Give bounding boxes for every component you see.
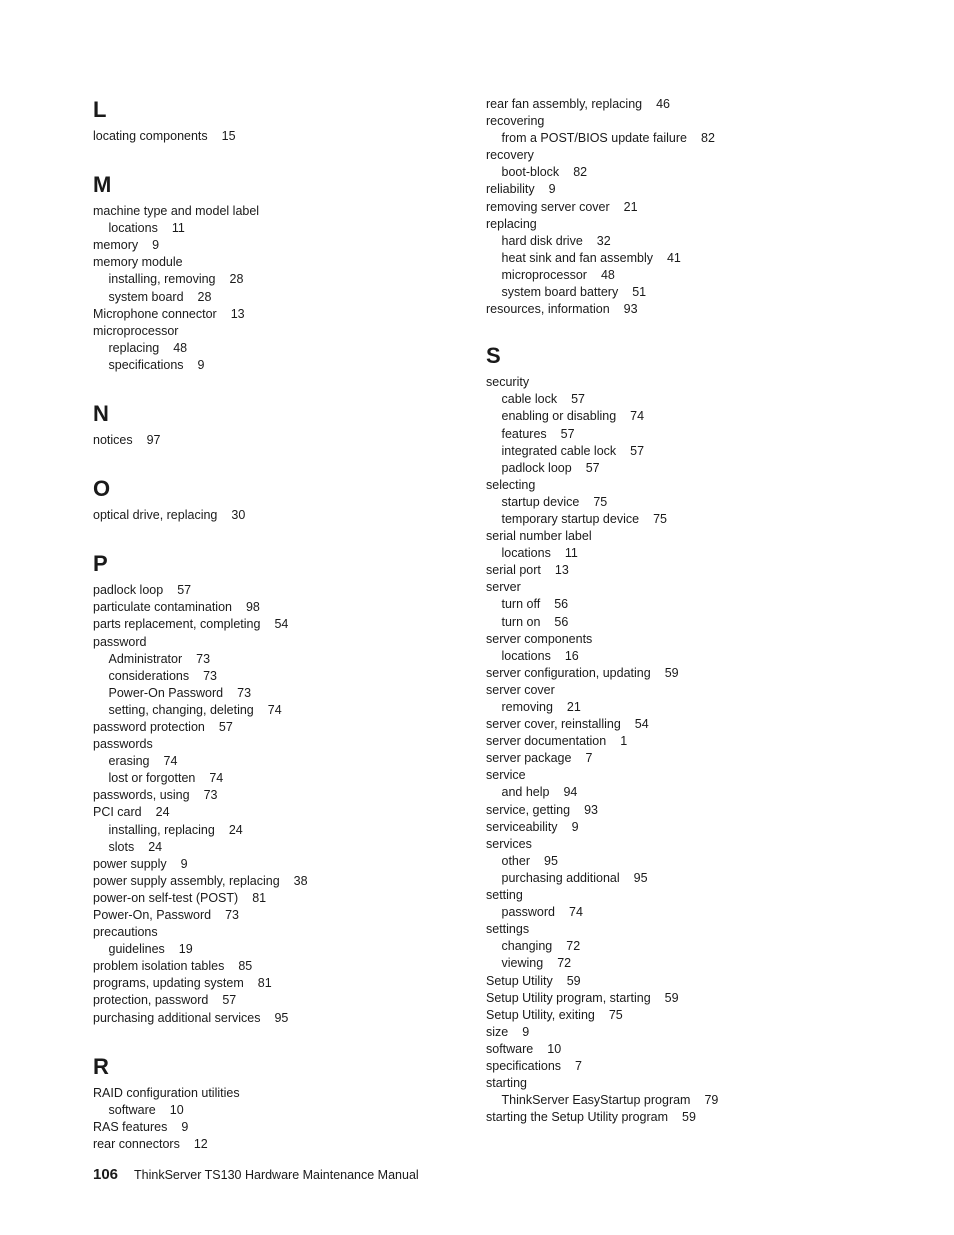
index-entry bbox=[486, 181, 886, 198]
index-page-ref: 57 bbox=[560, 426, 575, 441]
index-subentry bbox=[486, 267, 886, 284]
index-page-ref: 54 bbox=[274, 617, 289, 632]
index-subentry bbox=[486, 284, 886, 301]
index-subentry bbox=[93, 770, 493, 787]
index-entry bbox=[93, 237, 493, 254]
index-term: startup device bbox=[501, 494, 580, 509]
index-term: locating components bbox=[93, 129, 208, 143]
index-term: locations bbox=[501, 546, 551, 561]
index-page-ref: 57 bbox=[585, 460, 600, 475]
index-page-ref: 59 bbox=[664, 665, 679, 680]
index-term: from a POST/BIOS update failure bbox=[501, 131, 687, 146]
index-entry bbox=[93, 203, 493, 220]
index-page-ref: 7 bbox=[585, 751, 593, 766]
index-term: server cover, reinstalling bbox=[486, 717, 621, 732]
index-entry bbox=[93, 975, 493, 992]
index-section bbox=[93, 550, 493, 1026]
index-entry bbox=[486, 562, 886, 579]
index-subentry bbox=[486, 648, 886, 665]
index-entry bbox=[486, 990, 886, 1007]
index-page-ref: 9 bbox=[181, 1119, 189, 1134]
index-term: passwords, using bbox=[93, 788, 190, 803]
index-term: replacing bbox=[108, 340, 160, 355]
index-term: server configuration, updating bbox=[486, 665, 651, 680]
index-subentry bbox=[486, 596, 886, 613]
index-page-ref: 74 bbox=[569, 905, 583, 920]
index-term: RAS features bbox=[93, 1119, 168, 1134]
index-term: purchasing additional services bbox=[93, 1010, 261, 1025]
index-page-ref: 57 bbox=[571, 392, 585, 407]
index-term: locations bbox=[108, 221, 158, 236]
index-page-ref: 11 bbox=[564, 546, 578, 561]
index-term: serial port bbox=[486, 563, 541, 578]
index-term: microprocessor bbox=[93, 323, 179, 338]
index-subentry bbox=[93, 651, 493, 668]
index-subentry bbox=[93, 839, 493, 856]
index-entry bbox=[486, 819, 886, 836]
index-term: system board battery bbox=[501, 285, 619, 300]
index-page-ref: 93 bbox=[584, 802, 598, 817]
index-page-ref: 73 bbox=[237, 685, 252, 700]
index-entry bbox=[93, 616, 493, 633]
index-entry bbox=[93, 306, 493, 323]
index-entry bbox=[486, 579, 886, 596]
index-term: programs, updating system bbox=[93, 976, 244, 991]
index-page-ref: 12 bbox=[193, 1136, 208, 1151]
index-subentry bbox=[486, 460, 886, 477]
index-term: starting bbox=[486, 1076, 527, 1091]
index-section bbox=[486, 342, 886, 1126]
index-term: RAID configuration utilities bbox=[93, 1085, 240, 1100]
index-term: turn on bbox=[501, 614, 541, 629]
index-page-ref: 81 bbox=[257, 976, 272, 991]
index-entry bbox=[93, 634, 493, 651]
index-term: padlock loop bbox=[93, 583, 164, 598]
index-term: cable lock bbox=[501, 392, 558, 407]
index-term: guidelines bbox=[108, 942, 165, 957]
index-term: replacing bbox=[486, 216, 537, 231]
index-letter-heading: N bbox=[93, 401, 109, 427]
index-subentry bbox=[93, 1102, 493, 1119]
index-term: microprocessor bbox=[501, 267, 587, 282]
index-page-ref: 48 bbox=[600, 267, 615, 282]
index-entry bbox=[486, 1109, 886, 1126]
index-subentry bbox=[93, 357, 493, 374]
index-page-ref: 75 bbox=[593, 494, 608, 509]
index-page-ref: 75 bbox=[608, 1007, 623, 1022]
index-subentry bbox=[486, 784, 886, 801]
index-entry bbox=[486, 1024, 886, 1041]
index-term: enabling or disabling bbox=[501, 409, 617, 424]
index-term: installing, removing bbox=[108, 272, 216, 287]
index-entry bbox=[93, 873, 493, 890]
index-term: slots bbox=[108, 839, 135, 854]
index-term: server cover bbox=[486, 682, 555, 697]
index-term: specifications bbox=[108, 357, 184, 372]
index-term: precautions bbox=[93, 925, 158, 940]
index-entry bbox=[93, 1085, 493, 1102]
index-page-ref: 95 bbox=[274, 1010, 289, 1025]
index-term: specifications bbox=[486, 1058, 562, 1073]
index-page-ref: 73 bbox=[225, 908, 240, 922]
index-term: power-on self-test (POST) bbox=[93, 890, 239, 905]
index-term: recovering bbox=[486, 114, 545, 129]
index-page-ref: 9 bbox=[197, 357, 205, 372]
index-term: Setup Utility, exiting bbox=[486, 1007, 595, 1022]
index-letter-heading: P bbox=[93, 551, 108, 577]
index-page-ref: 24 bbox=[228, 822, 243, 837]
index-entry bbox=[486, 1075, 886, 1092]
index-page-ref: 32 bbox=[596, 233, 611, 248]
index-term: considerations bbox=[108, 668, 190, 683]
index-entry bbox=[93, 128, 493, 145]
index-page-ref: 82 bbox=[701, 131, 715, 146]
index-page-ref: 94 bbox=[563, 785, 578, 800]
index-term: recovery bbox=[486, 148, 534, 163]
index-page-ref: 59 bbox=[664, 990, 679, 1005]
index-page-ref: 73 bbox=[203, 788, 218, 803]
index-term: other bbox=[501, 853, 530, 868]
index-subentry bbox=[486, 250, 886, 267]
index-term: problem isolation tables bbox=[93, 959, 225, 974]
index-term: protection, password bbox=[93, 993, 209, 1008]
index-entry bbox=[93, 254, 493, 271]
index-term: boot-block bbox=[501, 165, 560, 180]
index-letter-heading: S bbox=[486, 343, 501, 369]
index-subentry bbox=[93, 822, 493, 839]
index-term: ThinkServer EasyStartup program bbox=[501, 1093, 691, 1108]
index-page-ref: 24 bbox=[148, 839, 163, 854]
index-entry bbox=[93, 1010, 493, 1027]
index-term: server package bbox=[486, 751, 572, 766]
index-entry bbox=[486, 374, 886, 391]
index-entry bbox=[486, 682, 886, 699]
index-term: power supply assembly, replacing bbox=[93, 873, 280, 888]
index-entry bbox=[93, 507, 493, 524]
index-page-ref: 73 bbox=[203, 668, 218, 683]
index-subentry bbox=[486, 130, 886, 147]
index-entry bbox=[486, 631, 886, 648]
index-entry bbox=[486, 477, 886, 494]
index-subentry bbox=[93, 271, 493, 288]
index-term: serviceability bbox=[486, 819, 558, 834]
index-term: integrated cable lock bbox=[501, 443, 617, 458]
index-entry bbox=[486, 716, 886, 733]
index-term: serial number label bbox=[486, 529, 592, 544]
index-subentry bbox=[93, 220, 493, 237]
index-term: locations bbox=[501, 648, 551, 663]
index-entry bbox=[486, 887, 886, 904]
index-letter-heading: M bbox=[93, 172, 112, 198]
index-entry bbox=[93, 890, 493, 907]
index-page-ref: 51 bbox=[632, 285, 647, 300]
index-term: removing bbox=[501, 700, 553, 714]
index-page-ref: 13 bbox=[554, 563, 569, 578]
index-term: password bbox=[501, 905, 555, 920]
index-term: installing, replacing bbox=[108, 822, 215, 837]
index-entry bbox=[93, 958, 493, 975]
index-term: software bbox=[486, 1041, 534, 1056]
index-entry bbox=[486, 1058, 886, 1075]
index-term: settings bbox=[486, 922, 530, 937]
index-term: machine type and model label bbox=[93, 204, 260, 219]
index-letter-heading: L bbox=[93, 97, 107, 122]
index-subentry bbox=[486, 870, 886, 887]
index-page-ref: 85 bbox=[238, 959, 253, 974]
index-term: turn off bbox=[501, 597, 541, 612]
index-term: memory bbox=[93, 238, 139, 253]
index-section bbox=[93, 1053, 493, 1153]
index-section bbox=[93, 171, 493, 374]
index-page-ref: 98 bbox=[245, 600, 260, 615]
index-entry bbox=[486, 113, 886, 130]
index-page-ref: 28 bbox=[229, 272, 244, 287]
index-subentry bbox=[486, 494, 886, 511]
index-subentry bbox=[93, 340, 493, 357]
index-page-ref: 38 bbox=[293, 873, 308, 888]
index-page-ref: 9 bbox=[152, 238, 160, 253]
index-page-ref: 28 bbox=[197, 289, 212, 304]
index-page-ref: 13 bbox=[230, 306, 245, 321]
index-entry bbox=[93, 432, 493, 449]
index-term: services bbox=[486, 836, 532, 851]
index-term: purchasing additional bbox=[501, 870, 620, 885]
index-page-ref: 9 bbox=[571, 819, 579, 834]
index-page-ref: 48 bbox=[173, 340, 188, 355]
index-subentry bbox=[486, 164, 886, 181]
index-page-ref: 73 bbox=[196, 651, 211, 666]
index-page-ref: 95 bbox=[544, 853, 558, 868]
index-letter-heading: O bbox=[93, 476, 111, 502]
index-entry bbox=[93, 1136, 493, 1153]
index-term: optical drive, replacing bbox=[93, 508, 218, 523]
index-entry bbox=[93, 719, 493, 736]
index-term: password protection bbox=[93, 719, 205, 734]
index-entry bbox=[486, 665, 886, 682]
document-title: ThinkServer TS130 Hardware Maintenance Manual bbox=[134, 1168, 419, 1182]
index-entry bbox=[486, 750, 886, 767]
index-page-ref: 57 bbox=[218, 719, 233, 734]
index-entry bbox=[486, 921, 886, 938]
index-subentry bbox=[93, 289, 493, 306]
index-term: Microphone connector bbox=[93, 306, 217, 321]
index-term: reliability bbox=[486, 182, 535, 197]
index-page-ref: 19 bbox=[178, 942, 193, 957]
index-page-ref: 10 bbox=[547, 1041, 562, 1056]
index-page-ref: 82 bbox=[573, 165, 588, 180]
index-entry bbox=[93, 323, 493, 340]
index-term: server documentation bbox=[486, 734, 607, 749]
index-term: software bbox=[108, 1102, 156, 1117]
index-subentry bbox=[486, 853, 886, 870]
index-entry bbox=[486, 528, 886, 545]
index-term: passwords bbox=[93, 737, 153, 752]
index-entry bbox=[93, 924, 493, 941]
index-entry bbox=[486, 1041, 886, 1058]
index-page-ref: 9 bbox=[522, 1024, 530, 1039]
index-page-ref: 24 bbox=[155, 805, 170, 820]
index-page-ref: 56 bbox=[554, 614, 569, 629]
index-term: Power-On, Password bbox=[93, 908, 212, 922]
index-subentry bbox=[486, 614, 886, 631]
index-subentry bbox=[486, 1092, 886, 1109]
index-page-ref: 54 bbox=[634, 717, 649, 732]
index-term: selecting bbox=[486, 477, 536, 492]
index-page-ref: 21 bbox=[566, 700, 581, 714]
index-entry bbox=[486, 147, 886, 164]
index-page-ref: 81 bbox=[252, 890, 267, 905]
index-page-ref: 15 bbox=[221, 129, 236, 143]
index-section bbox=[486, 96, 886, 318]
index-subentry bbox=[486, 938, 886, 955]
index-term: setting bbox=[486, 888, 523, 903]
index-page-ref: 9 bbox=[548, 182, 556, 197]
page-number: 106 bbox=[93, 1166, 119, 1183]
index-subentry bbox=[486, 699, 886, 716]
index-page-ref: 7 bbox=[575, 1058, 582, 1073]
index-page-ref: 74 bbox=[209, 771, 224, 786]
index-page-ref: 41 bbox=[666, 250, 681, 265]
index-entry bbox=[93, 787, 493, 804]
index-page-ref: 57 bbox=[222, 993, 237, 1008]
index-subentry bbox=[486, 391, 886, 408]
index-page-ref: 72 bbox=[566, 939, 581, 954]
index-term: removing server cover bbox=[486, 199, 610, 214]
index-entry bbox=[486, 301, 886, 318]
index-entry bbox=[486, 802, 886, 819]
index-subentry bbox=[486, 233, 886, 250]
index-term: Setup Utility program, starting bbox=[486, 990, 651, 1005]
index-term: rear connectors bbox=[93, 1136, 180, 1151]
index-term: viewing bbox=[501, 956, 544, 971]
index-subentry bbox=[486, 904, 886, 921]
index-letter-heading: R bbox=[93, 1053, 109, 1079]
index-page-ref: 59 bbox=[566, 973, 581, 988]
index-entry bbox=[486, 733, 886, 750]
index-subentry bbox=[486, 408, 886, 425]
index-term: Administrator bbox=[108, 651, 183, 666]
index-page-ref: 10 bbox=[169, 1102, 184, 1117]
index-subentry bbox=[486, 545, 886, 562]
index-entry bbox=[486, 767, 886, 784]
index-page-ref: 57 bbox=[177, 583, 192, 598]
index-term: lost or forgotten bbox=[108, 771, 196, 786]
index-section bbox=[93, 96, 493, 145]
index-entry bbox=[93, 856, 493, 873]
index-term: changing bbox=[501, 939, 553, 954]
index-term: particulate contamination bbox=[93, 600, 232, 615]
index-entry bbox=[93, 907, 493, 924]
index-subentry bbox=[486, 443, 886, 460]
index-term: power supply bbox=[93, 856, 167, 871]
index-term: size bbox=[486, 1024, 509, 1039]
index-column-left bbox=[93, 96, 493, 1179]
index-term: temporary startup device bbox=[501, 511, 640, 526]
index-subentry bbox=[486, 511, 886, 528]
index-entry bbox=[486, 973, 886, 990]
index-page-ref: 72 bbox=[557, 956, 572, 971]
index-subentry bbox=[93, 941, 493, 958]
index-page-ref: 74 bbox=[267, 702, 282, 717]
index-page-ref: 59 bbox=[682, 1110, 696, 1125]
index-term: server components bbox=[486, 631, 593, 646]
index-term: Setup Utility bbox=[486, 973, 553, 988]
page-footer bbox=[93, 1165, 419, 1185]
index-term: and help bbox=[501, 785, 550, 800]
index-term: hard disk drive bbox=[501, 233, 583, 248]
index-entry bbox=[93, 736, 493, 753]
index-page-ref: 46 bbox=[656, 97, 670, 111]
index-entry bbox=[486, 836, 886, 853]
index-entry bbox=[486, 1007, 886, 1024]
index-term: features bbox=[501, 426, 547, 441]
index-term: memory module bbox=[93, 255, 183, 270]
index-entry bbox=[93, 992, 493, 1009]
index-page-ref: 97 bbox=[146, 433, 161, 448]
index-page-ref: 74 bbox=[630, 409, 645, 424]
index-subentry bbox=[93, 702, 493, 719]
index-section bbox=[93, 475, 493, 524]
index-term: notices bbox=[93, 433, 133, 448]
index-term: erasing bbox=[108, 754, 150, 769]
index-subentry bbox=[93, 668, 493, 685]
index-page-ref: 75 bbox=[653, 511, 667, 526]
index-page-ref: 74 bbox=[163, 754, 178, 769]
index-term: server bbox=[486, 580, 521, 595]
index-term: service, getting bbox=[486, 802, 571, 817]
index-term: parts replacement, completing bbox=[93, 617, 261, 632]
index-subentry bbox=[486, 426, 886, 443]
index-page-ref: 93 bbox=[623, 302, 638, 317]
index-term: Power-On Password bbox=[108, 685, 224, 700]
index-term: service bbox=[486, 768, 526, 783]
index-page-ref: 95 bbox=[633, 870, 648, 885]
index-entry bbox=[93, 1119, 493, 1136]
index-term: heat sink and fan assembly bbox=[501, 250, 653, 265]
index-page-ref: 79 bbox=[704, 1093, 719, 1108]
index-term: PCI card bbox=[93, 805, 142, 820]
index-entry bbox=[486, 216, 886, 233]
index-term: password bbox=[93, 634, 147, 649]
index-term: setting, changing, deleting bbox=[108, 702, 254, 717]
index-term: starting the Setup Utility program bbox=[486, 1110, 669, 1125]
index-entry bbox=[486, 96, 886, 113]
index-page-ref: 21 bbox=[623, 199, 638, 214]
index-term: rear fan assembly, replacing bbox=[486, 97, 643, 111]
index-entry bbox=[486, 199, 886, 216]
index-page-ref: 57 bbox=[630, 443, 645, 458]
index-term: system board bbox=[108, 289, 184, 304]
index-subentry bbox=[93, 753, 493, 770]
index-term: security bbox=[486, 375, 530, 390]
index-entry bbox=[93, 804, 493, 821]
index-entry bbox=[93, 599, 493, 616]
index-subentry bbox=[93, 685, 493, 702]
index-page-ref: 9 bbox=[180, 856, 188, 871]
index-entry bbox=[93, 582, 493, 599]
index-term: resources, information bbox=[486, 302, 610, 317]
index-term: padlock loop bbox=[501, 460, 572, 475]
index-subentry bbox=[486, 955, 886, 972]
index-page-ref: 56 bbox=[554, 597, 569, 612]
index-page-ref: 30 bbox=[231, 508, 246, 523]
index-column-right bbox=[486, 96, 886, 1152]
index-section bbox=[93, 400, 493, 449]
index-page-ref: 11 bbox=[171, 221, 185, 236]
index-page-ref: 1 bbox=[620, 734, 628, 749]
index-page-ref: 16 bbox=[564, 648, 579, 663]
